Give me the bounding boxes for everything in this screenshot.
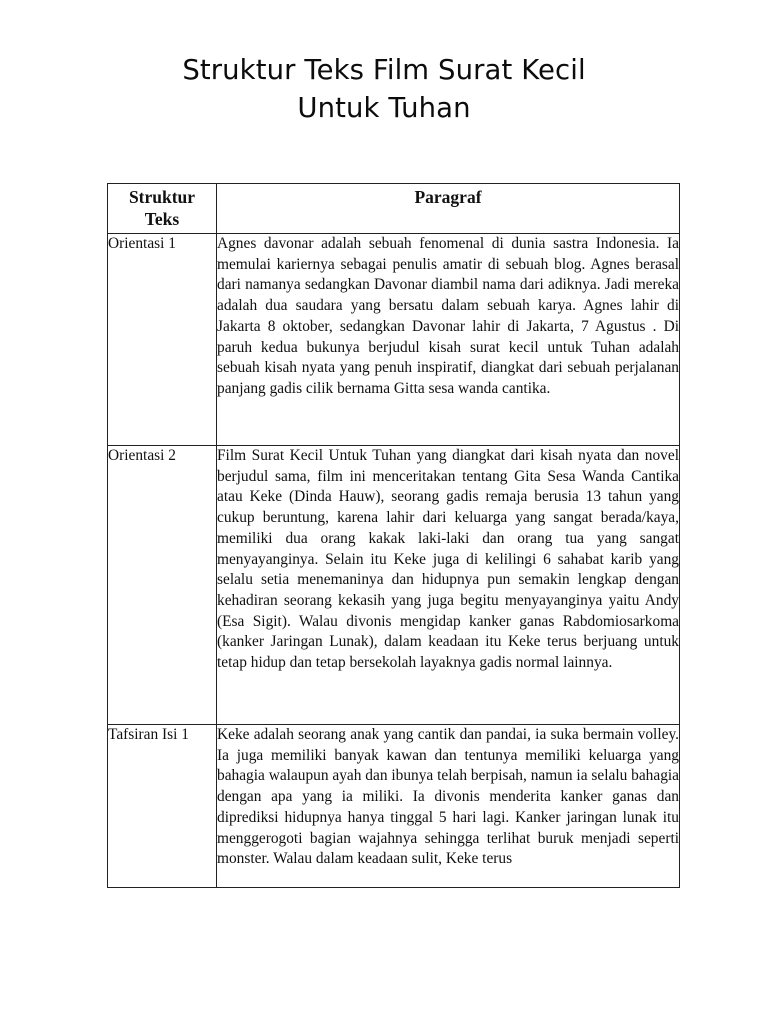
table-row: [108, 234, 680, 446]
column-header-paragraph: Paragraf: [217, 184, 680, 234]
table-header-row: [108, 184, 680, 234]
row-label: Orientasi 1: [108, 234, 217, 446]
page-title-line-1: Struktur Teks Film Surat Kecil: [182, 54, 586, 86]
structure-table: [107, 183, 680, 888]
row-label: Tafsiran Isi 1: [108, 725, 217, 888]
row-paragraph: Film Surat Kecil Untuk Tuhan yang diangkat dari kisah nyata dan novel berjudul sama, film ini menceritakan tentang Gita Sesa Wanda Cantika atau Keke (Dinda Hauw), seorang gadis remaja berusia 13 tahun yang cukup beruntung, karena lahir dari keluarga yang sangat berada/kaya, memiliki dua orang kakak laki-laki dan orang tua yang sangat menyayanginya. Selain itu Keke juga di kelilingi 6 sahabat karib yang selalu setia menemaninya dan hidupnya pun semakin lengkap dengan kehadiran seorang kekasih yang juga begitu menyayanginya yaitu Andy (Esa Sigit). Walau divonis mengidap kanker ganas Rabdomiosarkoma (kanker Jaringan Lunak), dalam keadaan itu Keke terus berjuang untuk tetap hidup dan tetap bersekolah layaknya gadis normal lainnya.: [217, 446, 680, 725]
page-title: [0, 51, 768, 127]
page-title-line-2: Untuk Tuhan: [297, 92, 471, 124]
column-header-structure-line-2: Teks: [144, 209, 180, 229]
row-label: Orientasi 2: [108, 446, 217, 725]
row-paragraph: Agnes davonar adalah sebuah fenomenal di dunia sastra Indonesia. Ia memulai kariernya sebagai penulis amatir di sebuah blog. Agnes berasal dari namanya sedangkan Davonar diambil nama dari adiknya. Jadi mereka adalah dua saudara yang bersatu dalam sebuah karya. Agnes lahir di Jakarta 8 oktober, sedangkan Davonar lahir di Jakarta, 7 Agustus . Di paruh kedua bukunya berjudul kisah surat kecil untuk Tuhan adalah sebuah kisah nyata yang penuh inspiratif, diangkat dari sebuah perjalanan panjang gadis cilik bernama Gitta sesa wanda cantika.: [217, 234, 680, 446]
table-row: [108, 446, 680, 725]
row-paragraph: Keke adalah seorang anak yang cantik dan pandai, ia suka bermain volley. Ia juga memiliki banyak kawan dan tentunya memiliki keluarga yang bahagia walaupun ayah dan ibunya telah berpisah, namun ia selalu bahagia dengan apa yang ia miliki. Ia divonis menderita kanker ganas dan diprediksi hidupnya hanya tinggal 5 hari lagi. Kanker jaringan lunak itu menggerogoti bagian wajahnya sehingga terlihat buruk menjadi seperti monster. Walau dalam keadaan sulit, Keke terus: [217, 725, 680, 888]
column-header-structure: [108, 184, 217, 234]
table-row: [108, 725, 680, 888]
column-header-structure-line-1: Struktur: [128, 187, 196, 207]
